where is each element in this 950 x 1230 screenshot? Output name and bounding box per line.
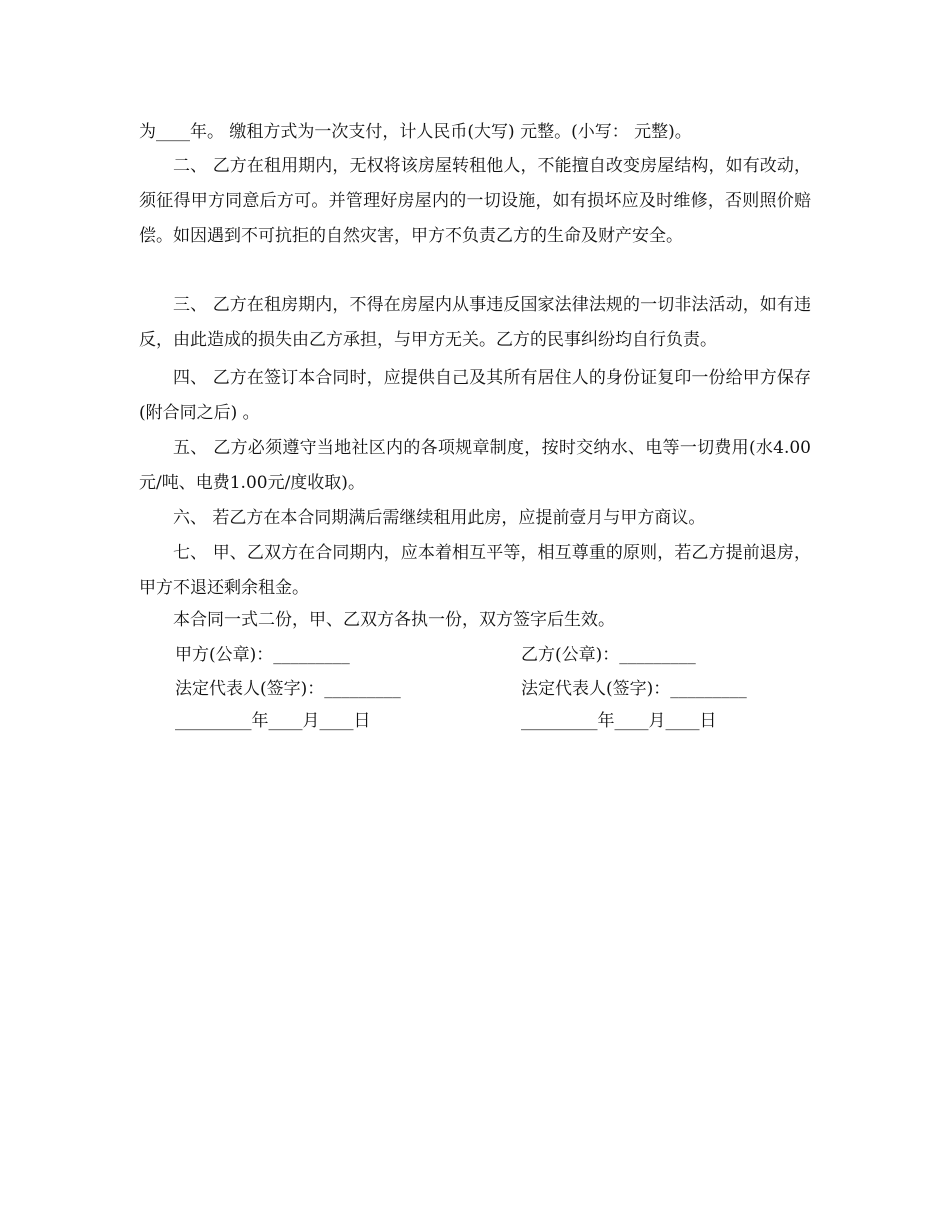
paragraph-clause-6: 六、 若乙方在本合同期满后需继续租用此房，应提前壹月与甲方商议。	[173, 508, 706, 528]
party-b-representative-line: 法定代表人(签字)：_________	[521, 679, 747, 699]
paragraph-copies-note: 本合同一式二份，甲、乙双方各执一份，双方签字后生效。	[173, 610, 615, 630]
party-b-seal-line: 乙方(公章)：_________	[521, 645, 696, 665]
party-a-representative-line: 法定代表人(签字)：_________	[175, 679, 401, 699]
party-b-date-line: _________年____月____日	[521, 711, 717, 731]
paragraph-clause-2: 二、 乙方在租用期内，无权将该房屋转租他人，不能擅自改变房屋结构，如有改动，须征得甲方同意后方可。并管理好房屋内的一切设施，如有损坏应及时维修，否则照价赔偿。如因遇到不可抗拒的自然灾害，甲方不负责乙方的生命及财产安全。	[139, 156, 811, 246]
paragraph-clause-4: 四、 乙方在签订本合同时，应提供自己及其所有居住人的身份证复印一份给甲方保存(附合同之后) 。	[139, 368, 811, 423]
paragraph-clause-5: 五、 乙方必须遵守当地社区内的各项规章制度，按时交纳水、电等一切费用(水4.00元/吨、电费1.00元/度收取)。	[139, 438, 811, 493]
party-a-seal-line: 甲方(公章)：_________	[175, 645, 350, 665]
paragraph-clause-7: 七、 甲、乙双方在合同期内，应本着相互平等，相互尊重的原则，若乙方提前退房，甲方不退还剩余租金。	[139, 543, 811, 598]
paragraph-lease-term-payment: 为____年。 缴租方式为一次支付，计人民币(大写) 元整。(小写： 元整)。	[139, 122, 692, 142]
party-a-date-line: _________年____月____日	[175, 711, 371, 731]
paragraph-clause-3: 三、 乙方在租房期内，不得在房屋内从事违反国家法律法规的一切非法活动，如有违反，由此造成的损失由乙方承担，与甲方无关。乙方的民事纠纷均自行负责。	[139, 295, 811, 350]
